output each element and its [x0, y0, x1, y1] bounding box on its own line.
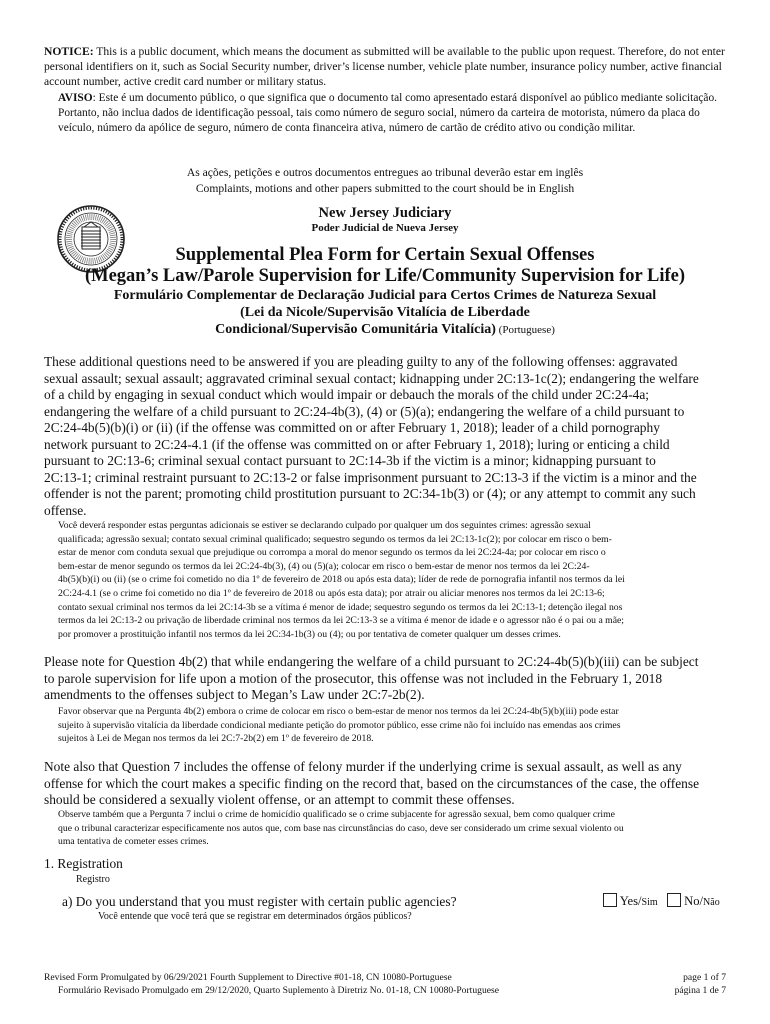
intro-en-line: 2C:24-4b(5)(b)(i) or (ii) (if the offense was committed on or after February 1, 2018); leader of a child pornography	[44, 420, 660, 435]
language-notice-pt: As ações, petições e outros documentos entregues ao tribunal deverão estar em inglês	[186, 166, 584, 179]
q7-note-en	[44, 759, 730, 809]
intro-en-line: endangering the welfare of a child pursuant to 2C:24-4b(3), (4) or (5)(a); endangering the welfare of a child pursuant to	[44, 403, 685, 419]
intro-pt-line: contato sexual criminal nos termos da lei 2C:14-3b se a vítima é menor de idade; sequestro segundo os termos da lei 2C:13-1; detenção ilegal nos	[58, 601, 623, 613]
intro-paragraph-pt	[58, 519, 730, 641]
q7-note-pt	[58, 808, 730, 849]
aviso-label: AVISO	[58, 92, 93, 104]
intro-en-line: 2C:13-1; criminal restraint pursuant to 2C:13-2 or false imprisonment pursuant to 2C:13-3 if the victim is a minor and the	[44, 469, 697, 485]
intro-pt-line: 4b(5)(b)(i) ou (ii) (se o crime foi cometido no dia 1º de fevereiro de 2018 ou após esta data); líder de rede de pornografia infantil nos termos da lei	[58, 574, 625, 586]
notice-label: NOTICE:	[44, 45, 94, 58]
no-option[interactable]	[667, 893, 720, 909]
org-name-pt: Poder Judicial de Nueva Jersey	[311, 222, 459, 234]
form-title-pt-line1: Formulário Complementar de Declaração Judicial para Certos Crimes de Natureza Sexual	[113, 288, 657, 303]
yes-checkbox[interactable]	[603, 893, 617, 907]
footer-revision-pt: Formulário Revisado Promulgado em 29/12/2020, Quarto Suplemento à Diretriz No. 01-18, CN 10080-Portuguese	[58, 985, 499, 996]
page-number-en: page 1 of 7	[683, 972, 726, 983]
intro-en-line: of a child by engaging in sexual conduct which would impair or debauch the morals of the child under 2C:24-4a;	[44, 387, 650, 402]
yes-label: Yes/	[619, 894, 642, 908]
form-title-pt-line2: (Lei da Nicole/Supervisão Vitalícia de Liberdade	[240, 305, 530, 320]
intro-pt-line: por promover a prostituição infantil nos termos da lei 2C:34-1b(3) ou (4); ou por tentativa de cometer qualquer um desses crimes.	[58, 628, 561, 640]
footer-revision-en: Revised Form Promulgated by 06/29/2021 Fourth Supplement to Directive #01-18, CN 10080-Portuguese	[44, 972, 452, 983]
q4-note-pt	[58, 705, 730, 746]
intro-pt-line: termos da lei 2C:13-2 ou privação de liberdade criminal nos termos da lei 2C:13-3 se a vítima é menor de idade e o agressor não é o pai ou a mãe;	[58, 615, 624, 627]
org-name: New Jersey Judiciary	[318, 205, 452, 221]
yes-option[interactable]	[603, 893, 658, 909]
page-number-pt: página 1 de 7	[674, 985, 726, 996]
q7-en-line: Note also that Question 7 includes the offense of felony murder if the underlying crime is sexual assault, as well as any	[44, 759, 682, 774]
q7-en-line: offense for which the court makes a specific finding on the record that, based on the circumstances of the case, the offense	[44, 775, 700, 791]
form-title-line2: (Megan’s Law/Parole Supervision for Life/Community Supervision for Life)	[84, 266, 686, 286]
form-title-pt-line3	[0, 322, 770, 338]
language-notice-en: Complaints, motions and other papers submitted to the court should be in English	[195, 182, 575, 195]
no-label-pt: Não	[703, 897, 720, 908]
notice-text	[44, 44, 730, 89]
intro-en-line: These additional questions need to be answered if you are pleading guilty to any of the following offenses: aggravated	[44, 354, 678, 369]
intro-en-line: offense.	[44, 502, 87, 518]
intro-pt-line: 2C:24-4.1 (se o crime foi cometido no dia 1º de fevereiro de 2018 ou após esta data); por atrair ou aliciar menores nos termos da lei 2C:13-6;	[58, 587, 605, 599]
intro-pt-line: estar de menor com conduta sexual que prejudique ou corrompa a moral do menor segundo os termos da lei 2C:24-4a; por colocar em risco o	[58, 547, 606, 559]
form-title-pt-line3-text: Condicional/Supervisão Comunitária Vitalícia)	[215, 322, 496, 337]
q4-pt-line: sujeitos à Lei de Megan nos termos da lei 2C:7-2b(2) em 1º de fevereiro de 2018.	[58, 733, 374, 745]
q4-en-line: amendments to the offenses subject to Megan’s Law under 2C:7-2b(2).	[44, 687, 425, 702]
q7-en-line: should be considered a sexually violent offense, or an attempt to commit these offenses.	[44, 792, 515, 807]
section-1-title: 1. Registration	[44, 856, 123, 871]
form-title-language: (Portuguese)	[495, 324, 555, 336]
intro-en-line: network pursuant to 2C:24-4.1 (if the offense was committed on or after February 1, 2018); luring or enticing a child	[44, 436, 670, 452]
yes-label-pt: Sim	[641, 897, 658, 908]
q4-en-line: Please note for Question 4b(2) that while endangering the welfare of a child pursuant to 2C:24-4b(5)(b)(iii) can be subject	[44, 654, 699, 669]
intro-pt-line: bem-estar de menor segundo os termos da lei 2C:24-4b(3), (4) ou (5)(a); colocar em risco o bem-estar de menor nos termos da lei 2C:24-	[58, 560, 590, 572]
q7-pt-line: que o tribunal caracterizar especificamente nos autos que, com base nas circunstâncias do caso, deve ser considerado um crime sexual violento ou	[58, 822, 624, 834]
q4-pt-line: sujeito à supervisão vitalícia da liberdade condicional mediante petição do promotor público, esse crime não foi incluído nas emendas aos crimes	[58, 719, 621, 731]
intro-en-line: offender is not the parent; promoting child prostitution pursuant to 2C:34-1b(3) or (4); or any attempt to commit any such	[44, 486, 696, 501]
intro-pt-line: qualificada; agressão sexual; contato sexual criminal qualificado; sequestro segundo os termos da lei 2C:13-1c(2); por colocar em risco o bem-	[58, 533, 612, 545]
notice-body: This is a public document, which means the document as submitted will be available to the public upon request. Therefore, do not enter personal identifiers on it, such as Social Security number, driver’s license number, vehicle plate number, insurance policy number, active financial account number, active credit card number or military status.	[44, 45, 725, 88]
q4-pt-line: Favor observar que na Pergunta 4b(2) embora o crime de colocar em risco o bem-estar de menor nos termos da lei 2C:24-4b(5)(b)(iii) pode estar	[58, 706, 619, 717]
no-checkbox[interactable]	[667, 893, 681, 907]
q4-note-en	[44, 654, 730, 704]
intro-paragraph-en	[44, 354, 730, 519]
question-1a-pt: Você entende que você terá que se registrar em determinados órgãos públicos?	[98, 911, 412, 922]
q4-en-line: to parole supervision for life upon a motion of the prosecutor, this offense was not included in the February 1, 2018	[44, 670, 663, 686]
aviso-body: : Este é um documento público, o que significa que o documento tal como apresentado estará disponível ao público mediante solicitação. Portanto, não inclua dados de identificação pessoal, tais como número de seguro social, número da carteira de motorista, número da placa do veículo, número da apólice de seguro, número de conta financeira ativa, número de cartão de crédito ativo ou condição militar.	[58, 92, 718, 134]
intro-en-line: pursuant to 2C:13-6; criminal sexual contact pursuant to 2C:14-3b if the victim is a minor; kidnapping pursuant to	[44, 453, 656, 468]
intro-en-line: sexual assault; sexual assault; aggravated criminal sexual contact; kidnapping under 2C:13-1c(2); endangering the welfare	[44, 370, 699, 386]
q7-pt-line: uma tentativa de cometer esses crimes.	[58, 836, 209, 848]
intro-pt-line: Você deverá responder estas perguntas adicionais se estiver se declarando culpado por qualquer um dos seguintes crimes: agressão sexual	[58, 520, 591, 531]
question-1a: a) Do you understand that you must register with certain public agencies?	[62, 894, 457, 909]
form-title-line1: Supplemental Plea Form for Certain Sexual Offenses	[175, 245, 595, 265]
q7-pt-line: Observe também que a Pergunta 7 inclui o crime de homicídio qualificado se o crime subjacente for agressão sexual, bem como qualquer crime	[58, 809, 615, 820]
section-1-title-pt: Registro	[76, 874, 110, 885]
aviso-text	[58, 91, 730, 136]
no-label: No/	[684, 894, 704, 908]
